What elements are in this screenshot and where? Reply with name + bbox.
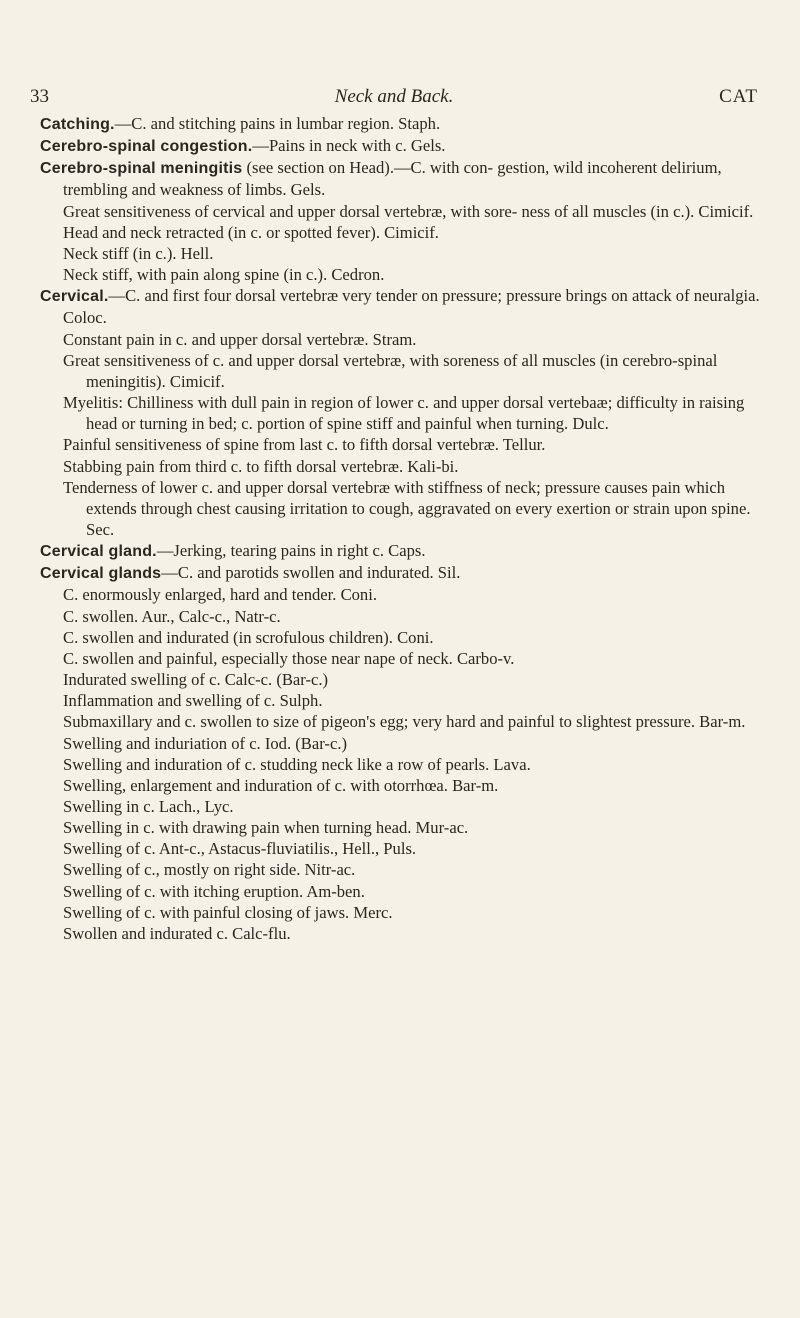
entry-text: Swelling in c. with drawing pain when turning head. Mur-ac.: [63, 818, 469, 838]
entry-text: Swelling of c. with itching eruption. Am-ben.: [63, 881, 365, 901]
sub-entry: [40, 669, 762, 690]
entry-text: —Pains in neck with c. Gels.: [252, 136, 446, 156]
rubric-entry: [40, 540, 762, 562]
rubric-heading: Cerebro-spinal congestion.: [40, 138, 253, 156]
rubric-entry: [40, 285, 762, 328]
sub-entry: [40, 584, 762, 605]
running-title: Neck and Back.: [334, 86, 454, 107]
page-number: 33: [30, 86, 49, 107]
sub-entry: [40, 264, 762, 285]
entry-text: Indurated swelling of c. Calc-c. (Bar-c.): [63, 670, 329, 690]
sub-entry: [40, 606, 762, 627]
sub-entry: [40, 754, 762, 775]
sub-entry: [40, 627, 762, 648]
entry-text: Swelling and induriation of c. Iod. (Bar-c.): [63, 733, 347, 753]
entry-text: Swollen and indurated c. Calc-flu.: [63, 923, 291, 943]
sub-entry: [40, 350, 762, 392]
sub-entry: [40, 222, 762, 243]
sub-entry: [40, 690, 762, 711]
entry-text: —Jerking, tearing pains in right c. Caps.: [156, 541, 426, 561]
entry-text: Swelling of c. with painful closing of jaws. Merc.: [63, 902, 393, 922]
sub-entry: [40, 329, 762, 350]
entry-text: —C. and parotids swollen and indurated. Sil.: [161, 563, 461, 583]
entry-text: —C. and first four dorsal vertebræ very tender on pressure; pressure brings on attack of neuralgia. Coloc.: [63, 286, 760, 328]
entry-text: Neck stiff (in c.). Hell.: [63, 243, 214, 263]
sub-entry: [40, 392, 762, 434]
sub-entry: [40, 859, 762, 880]
sub-entry: [40, 775, 762, 796]
rubric-heading: Cerebro-spinal meningitis: [40, 160, 243, 178]
sub-entry: [40, 817, 762, 838]
guide-word: CAT: [719, 86, 758, 107]
sub-entry: [40, 838, 762, 859]
rubric-heading: Cervical glands: [40, 565, 162, 583]
sub-entry: [40, 796, 762, 817]
sub-entry: [40, 902, 762, 923]
entry-text: Swelling, enlargement and induration of c. with otorrhœa. Bar-m.: [63, 775, 499, 795]
entry-text: Constant pain in c. and upper dorsal vertebræ. Stram.: [63, 329, 417, 349]
entry-text: —C. and stitching pains in lumbar region. Staph.: [114, 114, 441, 133]
entry-text: Inflammation and swelling of c. Sulph.: [63, 691, 323, 711]
sub-entry: [40, 733, 762, 754]
entry-text: Myelitis: Chilliness with dull pain in region of lower c. and upper dorsal vertebaæ; difficulty in raising head or turning in bed; c. portion of spine stiff and painful when turning. Dulc.: [63, 393, 745, 434]
entry-text: Neck stiff, with pain along spine (in c.). Cedron.: [63, 265, 385, 285]
rubric-heading: Catching.: [40, 116, 115, 133]
rubric-heading: Cervical.: [40, 288, 109, 306]
sub-entry: [40, 923, 762, 944]
sub-entry: [40, 477, 762, 540]
entry-text: C. swollen and indurated (in scrofulous children). Coni.: [63, 627, 434, 647]
sub-entry: [40, 881, 762, 902]
sub-entry: [40, 711, 762, 732]
rubric-heading: Cervical gland.: [40, 543, 157, 561]
sub-entry: [40, 456, 762, 477]
entry-text: (see section on Head).—C. with con- gestion, wild incoherent delirium, trembling and weakness of limbs. Gels.: [63, 158, 722, 200]
rubric-entry: [40, 135, 762, 157]
entry-text: C. swollen and painful, especially those near nape of neck. Carbo-v.: [63, 648, 515, 668]
entry-text: Submaxillary and c. swollen to size of pigeon's egg; very hard and painful to slightest pressure. Bar-m.: [63, 712, 746, 732]
entry-text: Swelling in c. Lach., Lyc.: [63, 797, 234, 816]
entry-text: C. swollen. Aur., Calc-c., Natr-c.: [63, 606, 281, 626]
entry-text: Head and neck retracted (in c. or spotted fever). Cimicif.: [63, 222, 439, 242]
entry-text: Great sensitiveness of cervical and upper dorsal vertebræ, with sore- ness of all muscles (in c.). Cimicif.: [63, 201, 754, 221]
entry-text: Painful sensitiveness of spine from last c. to fifth dorsal vertebræ. Tellur.: [63, 435, 546, 455]
entry-text: Swelling of c. Ant-c., Astacus-fluviatilis., Hell., Puls.: [63, 839, 417, 859]
rubric-entry: [40, 562, 762, 584]
entry-text: C. enormously enlarged, hard and tender. Coni.: [63, 585, 377, 605]
entry-list: [40, 113, 762, 944]
entry-text: Swelling and induration of c. studding neck like a row of pearls. Lava.: [63, 754, 531, 774]
rubric-entry: [40, 113, 762, 135]
sub-entry: [40, 201, 762, 222]
sub-entry: [40, 243, 762, 264]
entry-text: Tenderness of lower c. and upper dorsal vertebræ with stiffness of neck; pressure causes pain which extends through chest causing irritation to cough, aggravated on every exertion or strain upon spine. Sec.: [63, 477, 751, 539]
sub-entry: [40, 648, 762, 669]
running-header: [30, 86, 758, 116]
entry-text: Stabbing pain from third c. to fifth dorsal vertebræ. Kali-bi.: [63, 456, 459, 476]
sub-entry: [40, 434, 762, 455]
entry-text: Swelling of c., mostly on right side. Nitr-ac.: [63, 860, 356, 880]
rubric-entry: [40, 157, 762, 200]
entry-text: Great sensitiveness of c. and upper dorsal vertebræ, with soreness of all muscles (in cerebro-spinal meningitis). Cimicif.: [63, 350, 718, 391]
